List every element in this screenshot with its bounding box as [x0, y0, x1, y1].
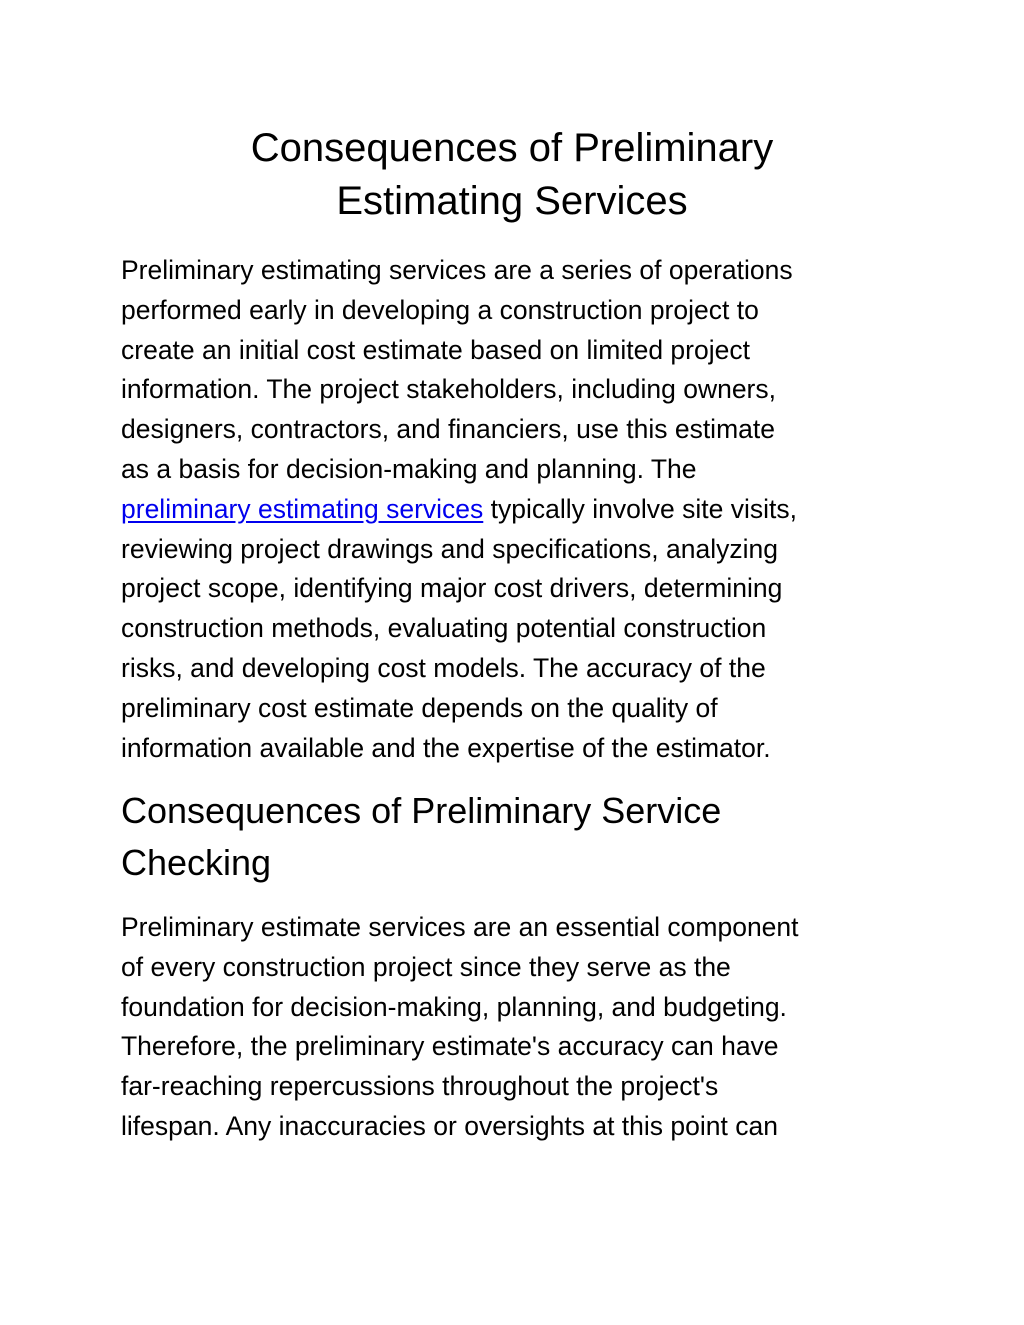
paragraph-line: performed early in developing a construction project to — [121, 294, 759, 325]
page-title-line-1: Consequences of Preliminary — [250, 126, 774, 170]
paragraph-line: of every construction project since they serve as the — [121, 951, 731, 982]
paragraph-line: preliminary cost estimate depends on the quality of — [121, 692, 718, 723]
intro-paragraph — [121, 251, 901, 768]
paragraph-line: lifespan. Any inaccuracies or oversights at this point can — [121, 1110, 778, 1141]
paragraph-line: construction methods, evaluating potential construction — [121, 613, 767, 644]
paragraph-line: reviewing project drawings and specifications, analyzing — [121, 533, 778, 564]
paragraph-line: Preliminary estimating services are a series of operations — [121, 255, 793, 285]
paragraph-line-with-link — [121, 490, 901, 530]
section-heading-line-2: Checking — [121, 842, 272, 883]
paragraph-line: information available and the expertise of the estimator. — [121, 732, 771, 763]
page-title-line-2: Estimating Services — [336, 179, 688, 223]
paragraph-line: far-reaching repercussions throughout the project's — [121, 1071, 719, 1102]
paragraph-line: risks, and developing cost models. The accuracy of the — [121, 652, 766, 683]
preliminary-estimating-services-link[interactable]: preliminary estimating services — [121, 493, 484, 524]
paragraph-line: information. The project stakeholders, including owners, — [121, 374, 776, 405]
paragraph-line: foundation for decision-making, planning, and budgeting. — [121, 991, 787, 1022]
page-title — [0, 122, 1024, 228]
section-heading-line-1: Consequences of Preliminary Service — [121, 790, 722, 831]
section-heading — [121, 785, 721, 889]
paragraph-line: as a basis for decision-making and planning. The — [121, 453, 697, 484]
paragraph-line: designers, contractors, and financiers, use this estimate — [121, 414, 775, 445]
section-paragraph — [121, 908, 901, 1147]
paragraph-line: Preliminary estimate services are an essential component — [121, 912, 799, 942]
paragraph-line-text: typically involve site visits, — [483, 493, 797, 524]
paragraph-line: create an initial cost estimate based on limited project — [121, 334, 750, 365]
paragraph-line: project scope, identifying major cost drivers, determining — [121, 573, 783, 604]
paragraph-line: Therefore, the preliminary estimate's accuracy can have — [121, 1031, 779, 1062]
